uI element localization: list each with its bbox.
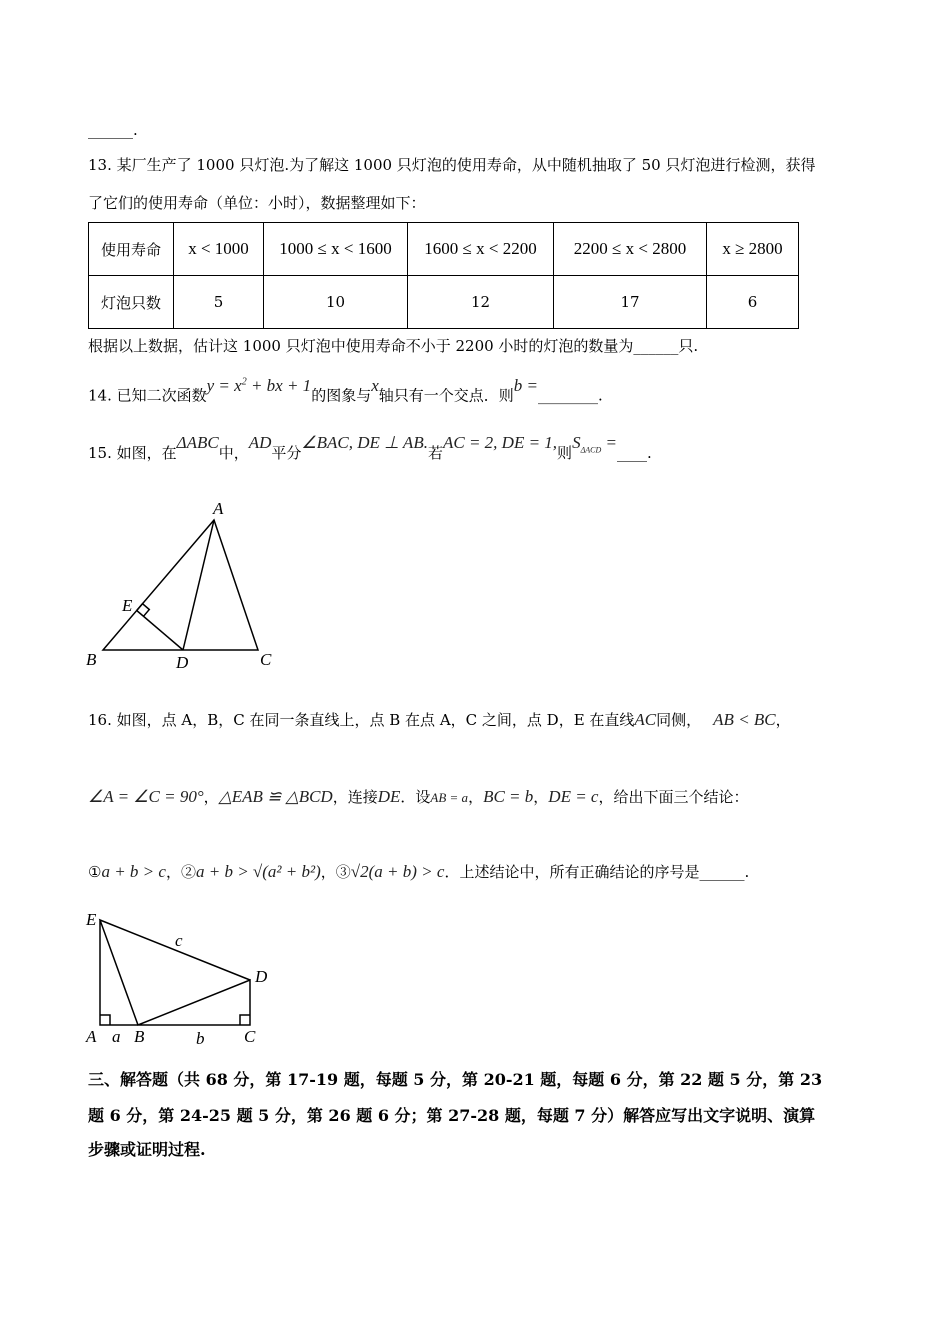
math: AB < BC xyxy=(713,710,776,729)
label-c: c xyxy=(175,931,183,950)
text: 中， xyxy=(218,444,249,462)
math: DE xyxy=(377,787,401,806)
text: ， xyxy=(775,711,791,729)
math: y = x xyxy=(206,375,242,395)
math: a + b > c xyxy=(101,862,166,881)
math: b = xyxy=(513,375,538,395)
math: x xyxy=(371,375,379,395)
label-B: B xyxy=(86,650,97,669)
label-A: A xyxy=(213,499,224,518)
label-C: C xyxy=(260,650,272,669)
answer-blank: ____. xyxy=(617,444,652,462)
math: 2 xyxy=(241,376,247,387)
math: a + b > √(a² + b²) xyxy=(195,862,321,881)
math: AC = 2, DE = 1, xyxy=(442,433,558,452)
math: BC = b xyxy=(483,787,534,806)
table-cell: 1600 ≤ x < 2200 xyxy=(408,223,554,276)
section-heading: 步骤或证明过程. xyxy=(88,1140,206,1159)
section-heading: 题 6 分，第 24-25 题 5 分，第 26 题 6 分；第 27-28 题，每题 7 分）解答应写出文字说明、演算 xyxy=(88,1106,816,1125)
text: ．设 xyxy=(400,788,431,806)
text: 若 xyxy=(427,444,443,462)
math: √2(a + b) > c xyxy=(350,862,445,881)
text: 轴只有一个交点．则 xyxy=(378,386,514,405)
label-B: B xyxy=(134,1027,145,1046)
text: 则 xyxy=(557,444,573,462)
label-a: a xyxy=(112,1027,121,1046)
table-cell: 2200 ≤ x < 2800 xyxy=(554,223,707,276)
table-cell: 5 xyxy=(174,276,264,329)
q16-line1 xyxy=(88,710,791,730)
label-E: E xyxy=(86,910,97,929)
section-heading: 三、解答题（共 68 分，第 17-19 题，每题 5 分，第 20-21 题，每题 6 分，第 22 题 5 分，第 23 xyxy=(88,1070,823,1089)
text: ， xyxy=(468,788,484,806)
math: AD xyxy=(248,433,272,452)
answer-blank: ______. xyxy=(88,121,138,139)
answer-blank: ________. xyxy=(538,386,603,405)
table-cell: x ≥ 2800 xyxy=(707,223,799,276)
text: 14. 已知二次函数 xyxy=(88,386,207,405)
math: AB = a xyxy=(430,790,469,805)
text: ， xyxy=(165,863,181,881)
text: 平分 xyxy=(271,444,302,462)
text: 15. 如图，在 xyxy=(88,444,177,462)
table-cell: x < 1000 xyxy=(174,223,264,276)
math: S xyxy=(572,433,581,452)
math: = xyxy=(601,433,617,452)
text: 的图象与 xyxy=(311,386,372,405)
label-E: E xyxy=(122,596,133,615)
math: ΔABC xyxy=(176,433,219,452)
math: AC xyxy=(634,710,657,729)
table-cell: 12 xyxy=(408,276,554,329)
table-cell: 灯泡只数 xyxy=(89,276,174,329)
text: ， xyxy=(533,788,549,806)
text: ，给出下面三个结论： xyxy=(598,788,749,806)
label-A: A xyxy=(86,1027,97,1046)
text: ， xyxy=(320,863,336,881)
triangle-figure xyxy=(103,520,258,650)
q13-line1: 13. 某厂生产了 1000 只灯泡.为了解这 1000 只灯泡的使用寿命，从中随机抽取了 50 只灯泡进行检测，获得 xyxy=(88,156,816,174)
q16-line2 xyxy=(88,787,749,808)
math: ∠BAC, DE ⊥ AB. xyxy=(301,433,428,452)
math: △EAB ≌ △BCD xyxy=(218,787,333,806)
math: ΔACD xyxy=(580,445,602,455)
text: ② xyxy=(180,863,196,881)
table-cell: 1000 ≤ x < 1600 xyxy=(264,223,408,276)
q13-after: 根据以上数据，估计这 1000 只灯泡中使用寿命不小于 2200 小时的灯泡的数量为______只. xyxy=(88,337,699,355)
table-cell: 17 xyxy=(554,276,707,329)
label-D: D xyxy=(176,653,189,672)
table-cell: 10 xyxy=(264,276,408,329)
q16-line3 xyxy=(88,862,749,882)
table-cell: 6 xyxy=(707,276,799,329)
q13-line2: 了它们的使用寿命（单位：小时），数据整理如下： xyxy=(88,194,426,212)
math: ∠A = ∠C = 90° xyxy=(88,787,204,806)
label-D: D xyxy=(255,967,268,986)
text: 同侧， xyxy=(656,711,702,729)
label-b: b xyxy=(196,1029,205,1048)
text: ，连接 xyxy=(332,788,378,806)
text: ．上述结论中，所有正确结论的序号是______. xyxy=(444,863,750,881)
table-cell: 使用寿命 xyxy=(89,223,174,276)
text: ， xyxy=(203,788,219,806)
text: ③ xyxy=(335,863,351,881)
math: + bx + 1 xyxy=(246,375,312,395)
label-C: C xyxy=(244,1027,256,1046)
math: DE = c xyxy=(548,787,599,806)
text: 16. 如图，点 A，B，C 在同一条直线上，点 B 在点 A，C 之间，点 D，E 在直线 xyxy=(88,711,635,729)
text: ① xyxy=(88,863,102,881)
